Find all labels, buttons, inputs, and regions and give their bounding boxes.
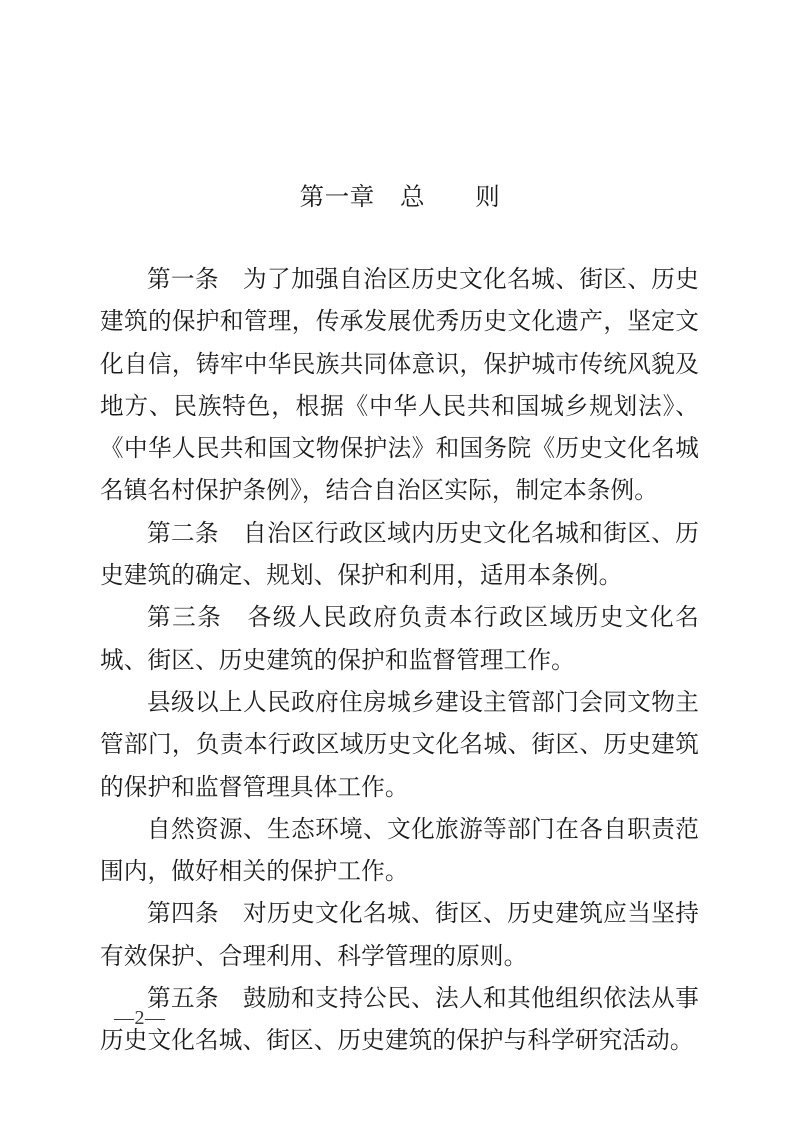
paragraph-article-1: 第一条 为了加强自治区历史文化名城、街区、历史建筑的保护和管理，传承发展优秀历史文化遗产，坚定文化自信，铸牢中华民族共同体意识，保护城市传统风貌及地方、民族特色，根据《中华人民共和国城乡规划法》、《中华人民共和国文物保护法》和国务院《历史文化名城名镇名村保护条例》，结合自治区实际，制定本条例。 — [100, 267, 699, 505]
paragraph-article-3-sub-3: 自然资源、生态环境、文化旅游等部门在各自职责范围内，做好相关的保护工作。 — [100, 816, 699, 886]
paragraph-article-4: 第四条 对历史文化名城、街区、历史建筑应当坚持有效保护、合理利用、科学管理的原则。 — [100, 901, 699, 970]
page-number: —2— — [114, 1007, 166, 1029]
paragraph-article-3-sub-2: 县级以上人民政府住房城乡建设主管部门会同文物主管部门，负责本行政区域历史文化名城、街区、历史建筑的保护和监督管理具体工作。 — [100, 689, 699, 801]
document-body — [100, 259, 699, 1063]
paragraph-article-2: 第二条 自治区行政区域内历史文化名城和街区、历史建筑的确定、规划、保护和利用，适用本条例。 — [100, 520, 699, 590]
paragraph-article-3: 第三条 各级人民政府负责本行政区域历史文化名城、街区、历史建筑的保护和监督管理工作。 — [100, 605, 699, 674]
paragraph-article-5: 第五条 鼓励和支持公民、法人和其他组织依法从事历史文化名城、街区、历史建筑的保护与科学研究活动。 — [100, 986, 699, 1055]
chapter-heading: 第一章 总 则 — [299, 184, 501, 211]
